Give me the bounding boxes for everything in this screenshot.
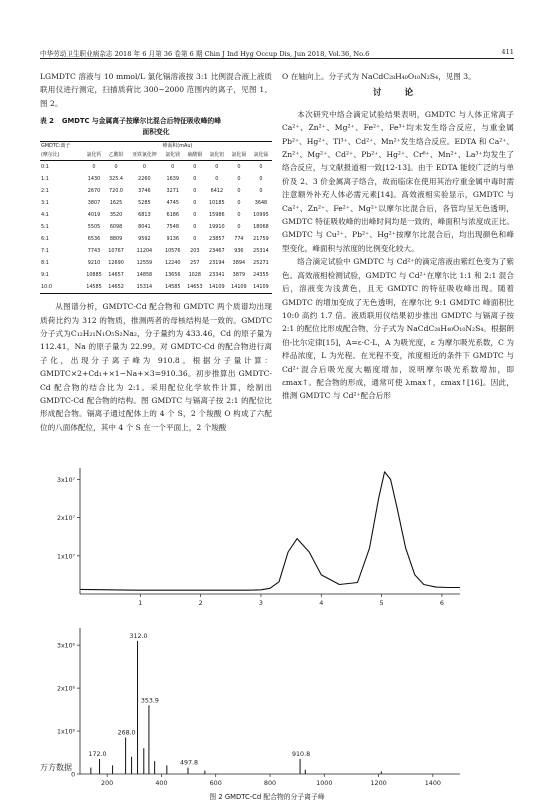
table-ratio-cell: 1:1 [41,176,49,183]
table-cell: 3648 [254,200,268,207]
table-cell: 15986 [209,212,225,219]
table-cell: 14585 [162,281,184,294]
table-cell: 18068 [253,224,269,231]
table-cell: 12690 [108,260,124,267]
left-paragraph-1: LGMDTC 溶液与 10 mmol/L 氯化镉溶液按 3:1 比例混合液上液质联用仪进行测定，扫描质荷比 300~2000 范围内的离子，见图 1、图 2。 [40,72,272,108]
bottom-chart-x-tick-label: 400 [155,779,168,787]
table-cell: 6412 [210,188,224,195]
peak-area-table [40,141,272,294]
bottom-chart-x-tick-label: 600 [209,779,222,787]
table-cell: 0 [237,200,241,207]
table-cell: 720.0 [109,188,124,195]
table-cell: 0 [237,224,241,231]
table-cell: 325.4 [109,176,124,183]
table-ratio-cell: 0:1 [41,164,49,171]
top-chart-x-tick-label: 1 [138,599,143,607]
table-header-cell: 氯化钙 [83,151,105,161]
table-header-cell: 氯化镁 [162,151,184,161]
table-cell: 0 [193,236,197,243]
table-cell: 0 [92,164,96,171]
table-row [40,245,272,257]
figure-caption: 图 2 GMDTC-Cd 配合物的分子离子峰 [209,793,325,801]
discussion-heading: 讨 论 [372,88,424,99]
table-cell: 3879 [232,272,246,279]
right-paragraph-1: O 在轴向上。分子式为 NaCdC₂₈H₄₀O₁₀N₂S₄，见图 3。 [282,72,476,81]
top-chart-y-tick-label: 1x10⁷ [57,553,75,561]
table-cell: 14652 [105,281,127,294]
table-cell: 0 [259,188,263,195]
table-cell: 4019 [87,212,101,219]
table-cell: 0 [215,164,219,171]
bottom-chart-x-tick-label: 800 [263,779,277,787]
table-cell: 1639 [166,176,179,183]
top-chart-y-tick-label: 2x10⁷ [57,515,75,523]
table-ratio-cell: 8:1 [41,260,49,267]
peak-label: 353.9 [140,697,159,705]
table-cell: 6186 [166,212,179,219]
table-cell: 14109 [228,281,250,294]
table-cell: 19910 [209,224,225,231]
table-cell: 10576 [164,248,181,255]
bottom-chart-y-tick-label: 1x10⁶ [57,728,75,736]
table-cell: 0 [193,176,197,183]
peak-label: 910.8 [292,750,311,758]
table-ratio-cell: 9:1 [41,272,49,279]
table-row [40,185,272,197]
table-cell: 3894 [232,260,246,267]
table-cell: 12240 [164,260,181,267]
table-cell: 14109 [206,281,228,294]
table-header-ratio-unit: (摩尔比) [40,151,83,161]
table-number: 表 2 [40,117,54,126]
top-chart-trace [80,472,460,590]
table-caption [40,116,272,138]
running-header [40,48,514,58]
table-cell: 15314 [127,281,162,294]
right-column [282,70,514,403]
table-cell: 14657 [108,272,124,279]
peak-label: 268.0 [117,729,136,737]
table-cell: 0 [171,164,175,171]
table-cell: 21759 [253,236,269,243]
table-ratio-cell: 4:1 [41,212,49,219]
table-header-cell: 氯化镉 [228,151,250,161]
table-body [40,161,272,294]
top-chart-y-tick-label: 3x10⁷ [57,476,75,484]
table-cell: 23857 [209,236,225,243]
table-cell: 25314 [253,248,269,255]
table-row [40,173,272,185]
table-cell: 24355 [253,272,269,279]
table-header-cell: 亚铁氰化钾 [127,151,162,161]
top-chart-x-tick-label: 5 [379,599,384,607]
table-cell: 13656 [164,272,181,279]
table-cell: 10767 [108,248,124,255]
table-cell: 3746 [138,188,151,195]
bottom-chart-x-tick-label: 1200 [370,779,387,787]
table-cell: 25271 [253,260,269,267]
table-row [40,209,272,221]
peak-label: 172.0 [88,750,107,758]
table-cell: 0 [193,212,197,219]
table-title-line2: 面积变化 [142,128,170,137]
table-cell: 774 [234,236,244,243]
table-row [40,221,272,233]
table-cell: 23341 [209,272,225,279]
table-cell: 7743 [87,248,101,255]
table-cell: 0 [193,188,197,195]
footer-watermark: 万方数据 [40,763,72,772]
table-cell: 9210 [87,260,101,267]
table-cell: 2260 [138,176,151,183]
table-cell: 0 [259,164,263,171]
table-cell: 10995 [253,212,269,219]
left-column [40,70,272,434]
table-header-cell: 硫酸铜 [184,151,206,161]
table-cell: 6098 [109,224,123,231]
table-cell: 0 [142,164,146,171]
table-row [40,161,272,174]
table-cell: 0 [193,224,197,231]
table-cell: 0 [259,176,263,183]
table-group-header: 峰面积(mAu) [83,142,272,152]
table-cell: 257 [190,260,200,267]
table-cell: 1625 [109,200,123,207]
journal-info: 中华劳动卫生职业病杂志 2018 年 6 月第 36 卷第 6 期 Chin J Ind Hyg Occup Dis, Jun 2018, Vol.36, No.6 [40,50,370,58]
table-cell: 8041 [138,224,151,231]
table-cell: 3520 [109,212,123,219]
table-cell: 10185 [209,200,225,207]
table-header-cell: 氯化铝 [206,151,228,161]
right-paragraph-3: 络合滴定试验中 GMDTC 与 Cd²⁺的滴定溶液由紫红色变为了紫色。高效液相检测试验，GMDTC 与 Cd²⁺在摩尔比 1:1 和 2:1 混合后，溶液变为浅黄色，且无 GMDTC 的特征吸收峰出现。随着 GMDTC 的增加变成了无色透明，在摩尔比 9:1 GMDTC 峰面积比 10:0 高约 1.7 倍。液质联用仪结果初步推出 GMDTC 与镉离子按 2:1 的配位比形成配合物，分子式为 NaCdC₂₈H₄₀O₁₀N₂S₄。根据朗伯-比尔定律[15]，A=ε·C·L，A 为吸光度，ε 为摩尔吸光系数，C 为样品浓度，L 为光程。在光程不变，浓度相近的条件下 GMDTC 与 Cd²⁺混合后吸光度大幅度增加，说明摩尔吸光系数增加，即 εmax↑。配合物的形成，通常可使 λmax↑，εmax↑[16]。因此，推测 GMDTC 与 Cd²⁺配合后形 [282,257,514,401]
table-cell: 12559 [136,260,153,267]
table-ratio-cell: 7:1 [41,248,49,255]
bottom-chart-x-tick-label: 1000 [316,779,333,787]
table-cell: 5285 [138,200,151,207]
table-cell: 14109 [250,281,272,294]
table-header-cell: 乙酸铅 [105,151,127,161]
top-chart-x-tick-label: 6 [439,599,444,607]
table-cell: 14858 [136,272,153,279]
table-ratio-cell: 3:1 [41,200,49,207]
table-cell: 8809 [109,236,123,243]
table-cell: 9592 [138,236,151,243]
table-cell: 3807 [87,200,101,207]
top-chart-x-tick-label: 2 [198,599,203,607]
figure-2 [57,456,490,801]
table-cell: 203 [190,248,200,255]
table-cell: 6813 [138,212,151,219]
table-header-ratio: GMDTC:离子 [40,142,83,152]
table-cell: 6536 [87,236,101,243]
table-cell: 14653 [184,281,206,294]
table-ratio-cell: 5:1 [41,224,49,231]
table-cell: 14585 [83,281,105,294]
table-row [40,269,272,281]
table-cell: 0 [237,176,241,183]
table-row [40,197,272,209]
bottom-chart-x-tick-label: 200 [101,779,114,787]
table-cell: 1430 [87,176,101,183]
header-rule [40,58,514,59]
table-cell: 0 [237,212,241,219]
bottom-chart-y-tick-label: 2x10⁶ [57,685,75,693]
table-cell: 4745 [166,200,179,207]
table-cell: 936 [234,248,244,255]
table-cell: 23467 [209,248,225,255]
table-row [40,233,272,245]
bottom-chart-x-tick-label: 1400 [424,779,441,787]
table-row [40,257,272,269]
table-title-line1: GMDTC 与金属离子按摩尔比混合后特征吸收峰的峰 [61,117,222,126]
table-cell: 2670 [87,188,101,195]
right-paragraph-2: 本次研究中络合滴定试验结果表明，GMDTC 与人体正常离子 Ca²⁺、Zn²⁺、Mg²⁺、Fe²⁺、Fe³⁺均未发生络合反应，与重金属 Pb²⁺、Hg²⁺、Tl³⁺、Cd²⁺、Mn²⁺发生络合反应。EDTA 和 Ca²⁺、Zn²⁺、Mg²⁺、Cd²⁺、Pb²⁺、Hg²⁺、Cr⁶⁺、Mn²⁺、La³⁺均发生了络合反应，与文献报道相一致[12-13]。由于 EDTA 能较广泛的与单价及 2、3 价金属离子络合，故而临床在使用其治疗重金属中毒时需注意额外补充人体必需元素[14]。高效液相实验显示，GMDTC 与 Ca²⁺、Zn²⁺、Fe²⁺、Mg²⁺以摩尔比混合后，各管均呈无色透明，GMDTC 特征吸收峰的出峰时间均是一致的，峰面积与浓度成正比。GMDTC 与 Cu²⁺、Pb²⁺、Hg²⁺按摩尔比混合后，均出现颜色和峰型变化，峰面积与浓度的比例变化较大。 [282,109,514,253]
table-cell: 3271 [166,188,179,195]
table-ratio-cell: 6:1 [41,236,49,243]
table-cell: 1028 [188,272,202,279]
bottom-chart-y-tick-label: 0 [71,771,75,779]
figure-2-svg [40,456,444,787]
table-cell: 0 [215,176,219,183]
peak-label: 312.0 [129,632,148,640]
table-cell: 0 [114,164,118,171]
table-cell: 7548 [166,224,179,231]
top-chart-x-tick-label: 3 [258,599,263,607]
table-cell: 0 [237,188,241,195]
table-cell: 23194 [209,260,225,267]
table-cell: 0 [237,164,241,171]
page-number: 411 [501,48,514,56]
table-ratio-cell: 10:0 [40,281,83,294]
table-cell: 10885 [86,272,102,279]
table-cell: 9136 [166,236,179,243]
top-chart-x-tick-label: 4 [319,599,324,607]
bottom-chart-y-tick-label: 3x10⁶ [57,642,75,650]
table-ratio-cell: 2:1 [41,188,49,195]
table-cell: 11204 [136,248,153,255]
table-cell: 5505 [87,224,101,231]
left-paragraph-2: 从图谱分析，GMDTC-Cd 配合物和 GMDTC 两个质谱均出现质荷比约为 312 的物质，推测两者的母核结构是一致的。GMDTC 分子式为C₁₂H₂₁N₁O₅S₂Na₂，分子量约为 433.46，Cd 的原子量为 112.41，Na 的原子量为 22.99。对 GMDTC-Cd 的配合物进行离子化，出现分子离子峰为 910.8。根据分子量计算：GMDTC×2+Cd₁+×1−Na+×3=910.36。初步推算出 GMDTC-Cd 配合物的结合比为 2:1。采用配位化学软件计算，绘制出 GMDTC-Cd 配合物的结构。图 GMDTC 与镉离子按 2:1 的配位比形成配合物。镉离子通过配体上的 4 个 S，2 个羧酸 O 构成了六配位的八面体配位，其中 4 个 S 在一个平面上，2 个羧酸 [40,302,272,432]
table-row [40,281,272,294]
table-header-cell: 氯化锰 [250,151,272,161]
table-cell: 0 [193,200,197,207]
peak-label: 497.8 [179,759,198,767]
table-cell: 0 [193,164,197,171]
